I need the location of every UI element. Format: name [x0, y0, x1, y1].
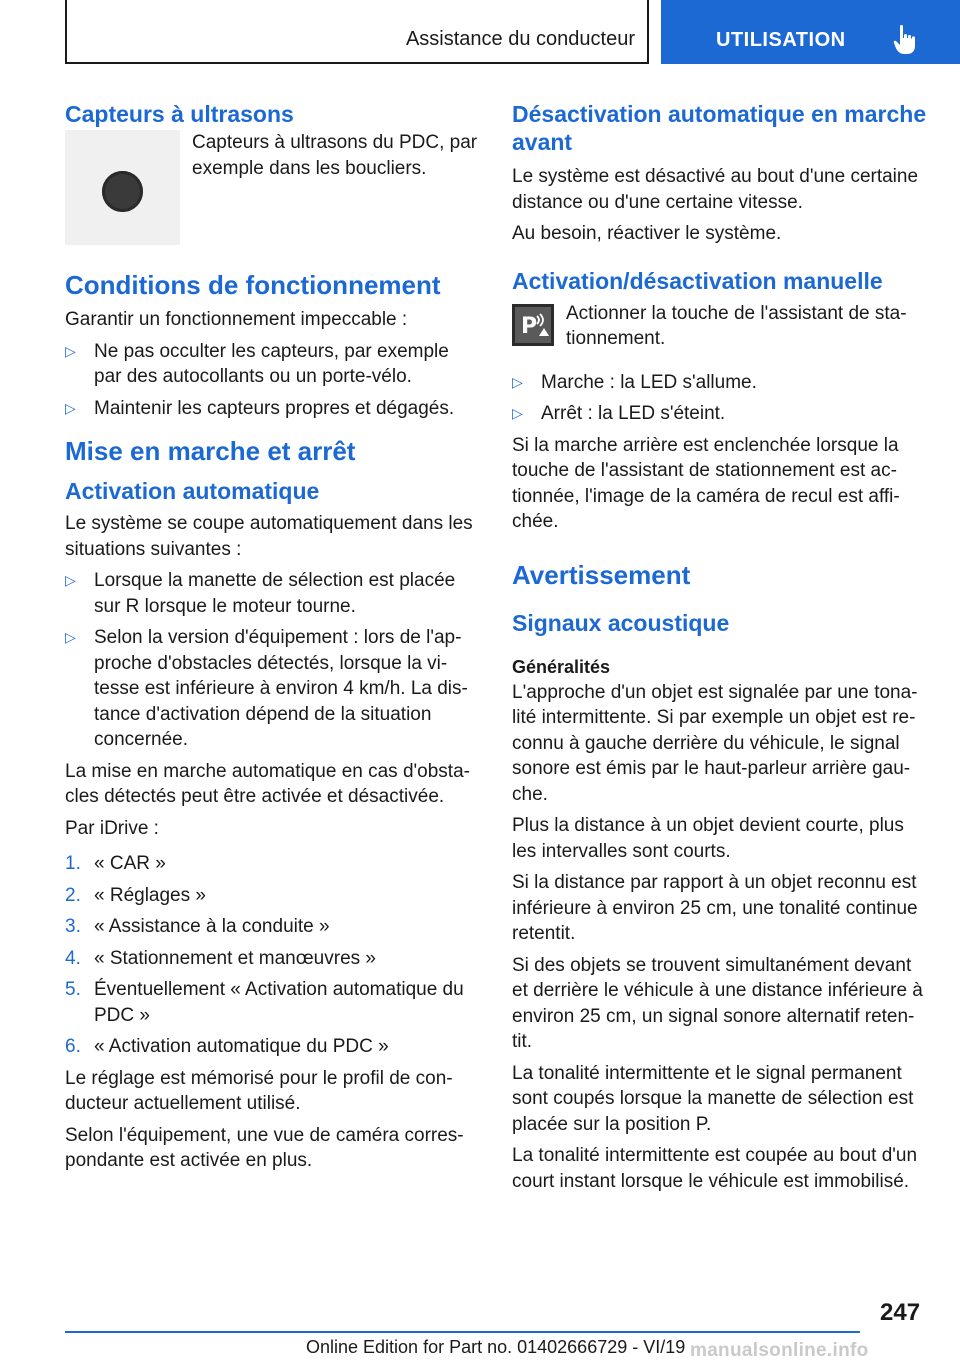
list-item: ▷ Maintenir les capteurs propres et dégagés.: [65, 396, 480, 422]
header-section-box: [65, 0, 649, 64]
camera-paragraph: Selon l'équipement, une vue de caméra corres-pondante est activée en plus.: [65, 1124, 464, 1171]
left-column: [65, 100, 480, 1180]
step-item: 2. « Réglages »: [65, 884, 206, 906]
conditions-list: [65, 339, 480, 422]
activation-list: [65, 568, 480, 753]
pdc-button-row: [512, 301, 927, 352]
footer-edition: Online Edition for Part no. 01402666729 - VI/19: [306, 1337, 686, 1357]
right-column: [512, 100, 927, 1200]
manual-list: [512, 370, 927, 427]
paragraph: La tonalité intermittente et le signal permanent sont coupés lorsque la manette de sélection est placée sur la position P.: [512, 1062, 914, 1135]
capteurs-heading: Capteurs à ultrasons: [65, 101, 294, 127]
triangle-bullet-icon: ▷: [65, 342, 76, 359]
page-number: 247: [880, 1299, 921, 1326]
triangle-bullet-icon: ▷: [65, 629, 76, 645]
conditions-intro: Garantir un fonctionnement impeccable :: [65, 309, 408, 330]
reactivation-text: Au besoin, réactiver le système.: [512, 223, 782, 244]
mise-en-marche-heading: Mise en marche et arrêt: [65, 436, 356, 466]
list-item: ▷ Ne pas occulter les capteurs, par exemple par des autocollants ou un porte-vélo.: [65, 340, 449, 387]
sensor-dot-icon: [102, 171, 143, 212]
list-item: ▷ Marche : la LED s'allume.: [512, 370, 927, 396]
list-item: ▷ Lorsque la manette de sélection est placée sur R lorsque le moteur tourne.: [65, 570, 456, 617]
ultrasonic-sensor-image: [65, 130, 180, 245]
idrive-steps: [65, 851, 480, 1060]
triangle-bullet-icon: ▷: [512, 405, 523, 421]
manual-heading: Activation/désactivation manuelle: [512, 267, 883, 294]
footer-divider: [65, 1331, 860, 1333]
triangle-bullet-icon: ▷: [65, 572, 76, 588]
paragraph: Plus la distance à un objet devient courte, plus les intervalles sont courts.: [512, 815, 904, 862]
header-chapter-tab: [661, 0, 960, 64]
manual-text: Actionner la touche de l'assistant de sta-tionnement.: [566, 302, 907, 349]
activation-heading: Activation automatique: [65, 478, 320, 504]
step-item: 6. « Activation automatique du PDC »: [65, 1036, 389, 1057]
avertissement-heading: Avertissement: [512, 559, 691, 590]
step-item: 1. « CAR »: [65, 853, 166, 874]
step-item: 5. Éventuellement « Activation automatique du PDC »: [65, 979, 464, 1026]
list-item: ▷ Selon la version d'équipement : lors de l'ap-proche d'obstacles détectés, lorsque la vi-tesse est inférieure à environ 4 km/h. La dis-tance d'activation dépend de la situation concernée.: [65, 627, 468, 750]
conditions-heading: Conditions de fonctionnement: [65, 270, 441, 300]
activation-intro: Le système se coupe automatiquement dans les situations suivantes :: [65, 513, 473, 560]
paragraph: La tonalité intermittente est coupée au bout d'un court instant lorsque le véhicule est immobilisé.: [512, 1145, 918, 1192]
capteurs-figure-row: [65, 130, 480, 245]
paragraph: Si des objets se trouvent simultanément devant et derrière le véhicule à une distance inférieure à environ 25 cm, un signal sonore alternatif reten-tit.: [512, 954, 923, 1052]
activation-paragraph: La mise en marche automatique en cas d'obsta-cles détectés peut être activée et désactivée.: [65, 760, 470, 807]
hand-pointer-icon: [893, 24, 923, 56]
step-item: 3. « Assistance à la conduite »: [65, 916, 330, 937]
memo-paragraph: Le réglage est mémorisé pour le profil de con-ducteur actuellement utilisé.: [65, 1067, 453, 1114]
header-chapter-title: UTILISATION: [716, 29, 846, 51]
step-item: 4. « Stationnement et manœuvres »: [65, 947, 376, 969]
triangle-bullet-icon: ▷: [65, 399, 76, 416]
triangle-bullet-icon: ▷: [512, 373, 523, 390]
signaux-heading: Signaux acoustique: [512, 609, 730, 636]
parking-assistant-button-icon: [512, 304, 554, 346]
svg-text:P: P: [521, 313, 538, 339]
parking-sensor-icon: [515, 307, 551, 343]
idrive-label: Par iDrive :: [65, 817, 159, 839]
paragraph: L'approche d'un objet est signalée par une tona-lité intermittente. Si par exemple un objet est re-connu à gauche derrière du véhicule, le signal sonore est émis par le haut-parleur arrière gau-che.: [512, 681, 918, 805]
generalites-heading: Généralités: [512, 656, 611, 677]
desactivation-heading: Désactivation automatique en marche avant: [512, 101, 927, 155]
capteurs-text: Capteurs à ultrasons du PDC, par exemple dans les boucliers.: [192, 132, 478, 179]
header-section-title: Assistance du conducteur: [405, 28, 635, 50]
footer-watermark: manualsonline.info: [690, 1340, 869, 1361]
desactivation-text: Le système est désactivé au bout d'une certaine distance ou d'une certaine vitesse.: [512, 166, 919, 213]
paragraph: Si la distance par rapport à un objet reconnu est inférieure à environ 25 cm, une tonalité continue retentit.: [512, 872, 918, 944]
manual-paragraph: Si la marche arrière est enclenchée lorsque la touche de l'assistant de stationnement est ac-tionnée, l'image de la caméra de recul est affi-chée.: [512, 434, 900, 532]
list-item: ▷ Arrêt : la LED s'éteint.: [512, 401, 927, 427]
